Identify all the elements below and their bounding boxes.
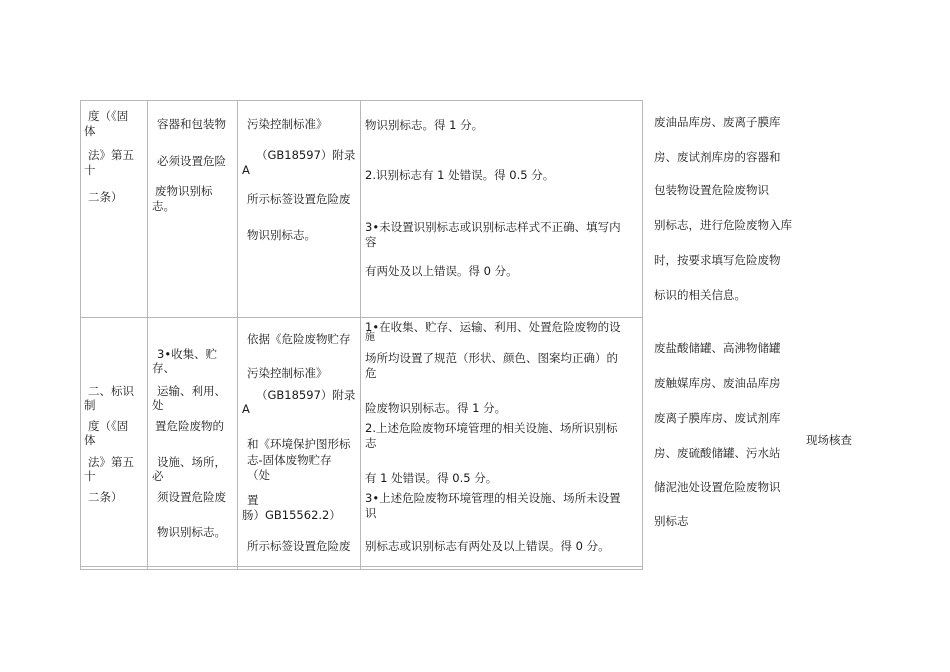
row2-c1-line: 二条） xyxy=(88,490,123,504)
row2-c4-line: 2.上述危险废物环境管理的相关设施、场所识别标 xyxy=(365,421,618,435)
row2-c4-line: 识 xyxy=(365,506,377,520)
row2-c1-line: 制 xyxy=(84,398,96,412)
row2-c4-line: 志 xyxy=(365,436,377,450)
row1-c5-line: 别标志，进行危险废物入库 xyxy=(654,218,792,232)
row2-c2-line: 置危险废物的 xyxy=(155,419,224,433)
row1-c2-line: 废物识别标 xyxy=(155,184,213,198)
row1-c2-line: 必须设置危险 xyxy=(157,154,226,168)
row2-c4-line: 1•在收集、贮存、运输、利用、处置危险废物的设 xyxy=(365,320,621,334)
row2-c2-line: 存、 xyxy=(152,361,175,375)
row1-c2-line: 志。 xyxy=(152,199,175,213)
row2-c4-line: 危 xyxy=(365,366,377,380)
row2-c4-line: 别标志或识别标志有两处及以上错误。得 0 分。 xyxy=(365,539,610,553)
row1-c4-line: 物识别标志。得 1 分。 xyxy=(365,118,484,132)
row2-c3-line: 和《环境保护图形标 xyxy=(247,437,351,451)
row2-c5-line: 储泥池处设置危险废物识 xyxy=(654,480,781,494)
row2-c2-line: 必 xyxy=(152,469,164,483)
row-divider xyxy=(80,317,643,318)
row2-c3-line: （处 xyxy=(247,468,270,482)
row2-c5-line: 废盐酸储罐、高沸物储罐 xyxy=(654,341,781,355)
row2-c1-line: 体 xyxy=(84,433,96,447)
col-border-3 xyxy=(237,100,238,569)
row2-c4-line: 险废物识别标志。得 1 分。 xyxy=(365,401,507,415)
row1-c5-line: 房、废试剂库房的容器和 xyxy=(654,150,781,164)
col-border-5 xyxy=(642,100,643,569)
row1-c3-line: 物识别标志。 xyxy=(247,228,316,242)
row1-c5-line: 标识的相关信息。 xyxy=(654,288,746,302)
row2-c5-line: 别标志 xyxy=(654,514,689,528)
row1-c5-line: 废油品库房、废离子膜库 xyxy=(654,115,781,129)
col-border-2 xyxy=(147,100,148,569)
row1-c1-line: 体 xyxy=(84,124,96,138)
row1-c4-line: 2.识别标志有 1 处错误。得 0.5 分。 xyxy=(365,168,555,182)
row2-c4-line: 3•上述危险废物环境管理的相关设施、场所未设置 xyxy=(365,491,621,505)
row2-c3-line: 依据《危险废物贮存 xyxy=(247,332,351,346)
row1-c5-line: 时，按要求填写危险废物 xyxy=(654,253,781,267)
row2-c2-line: 物识别标志。 xyxy=(157,525,226,539)
row1-c3-line: （GB18597）附录 xyxy=(256,148,356,162)
row2-c1-line: 二、标识 xyxy=(88,384,134,398)
row2-c5-line: 废离子膜库房、废试剂库 xyxy=(654,411,781,425)
row2-c2-line: 处 xyxy=(152,398,164,412)
row2-c4-line: 场所均设置了规范（形状、颜色、图案均正确）的 xyxy=(365,351,618,365)
row2-c3-line: 肠）GB15562.2） xyxy=(242,508,341,522)
row1-c1-line: 法》第五 xyxy=(88,148,134,162)
table-bottom-border-double xyxy=(80,569,643,570)
row2-c3-line: 所示标签设置危险废 xyxy=(247,539,351,553)
row2-c1-line: 法》第五 xyxy=(88,455,134,469)
row1-c1-line: 度（《固 xyxy=(88,109,129,123)
row2-c3-line: 志-固体废物贮存 xyxy=(247,453,332,467)
col-border-4 xyxy=(360,100,361,569)
row2-c3-line: （GB18597）附录 xyxy=(256,388,356,402)
row2-c3-line: A xyxy=(242,402,250,416)
row2-c3-line: 污染控制标准》 xyxy=(247,366,328,380)
row2-c4-line: 有 1 处错误。得 0.5 分。 xyxy=(365,471,498,485)
row2-c1-line: 十 xyxy=(84,469,96,483)
row2-c3-line: 置 xyxy=(247,493,259,507)
row1-c4-line: 3•未设置识别标志或识别标志样式不正确、填写内 xyxy=(365,220,621,234)
row2-c2-line: 须设置危险废 xyxy=(157,490,226,504)
col-border-1 xyxy=(80,100,81,569)
row1-c4-line: 有两处及以上错误。得 0 分。 xyxy=(365,264,518,278)
row2-c1-line: 度（《固 xyxy=(88,419,129,433)
row2-c5-line: 废触媒库房、废油品库房 xyxy=(654,376,781,390)
row1-c1-line: 二条） xyxy=(88,190,123,204)
row2-c2-line: 3•收集、贮 xyxy=(157,347,218,361)
row2-c2-line: 运输、利用、 xyxy=(157,384,226,398)
row1-c3-line: 所示标签设置危险废 xyxy=(247,192,351,206)
table-top-border xyxy=(80,100,643,101)
row1-c1-line: 十 xyxy=(84,163,96,177)
row1-c5-line: 包装物设置危险废物识 xyxy=(654,183,769,197)
row1-c3-line: A xyxy=(242,163,250,177)
row1-c2-line: 容器和包装物 xyxy=(157,117,226,131)
row2-c5-line: 房、废硫酸储罐、污水站 xyxy=(654,446,781,460)
row1-c4-line: 容 xyxy=(365,235,377,249)
row1-c3-line: 污染控制标准》 xyxy=(247,117,328,131)
table-bottom-border xyxy=(80,566,643,567)
row2-method-label: 现场核查 xyxy=(806,433,852,447)
row2-c4-line: 施 xyxy=(365,332,375,343)
row2-c2-line: 设施、场所， xyxy=(157,455,226,469)
